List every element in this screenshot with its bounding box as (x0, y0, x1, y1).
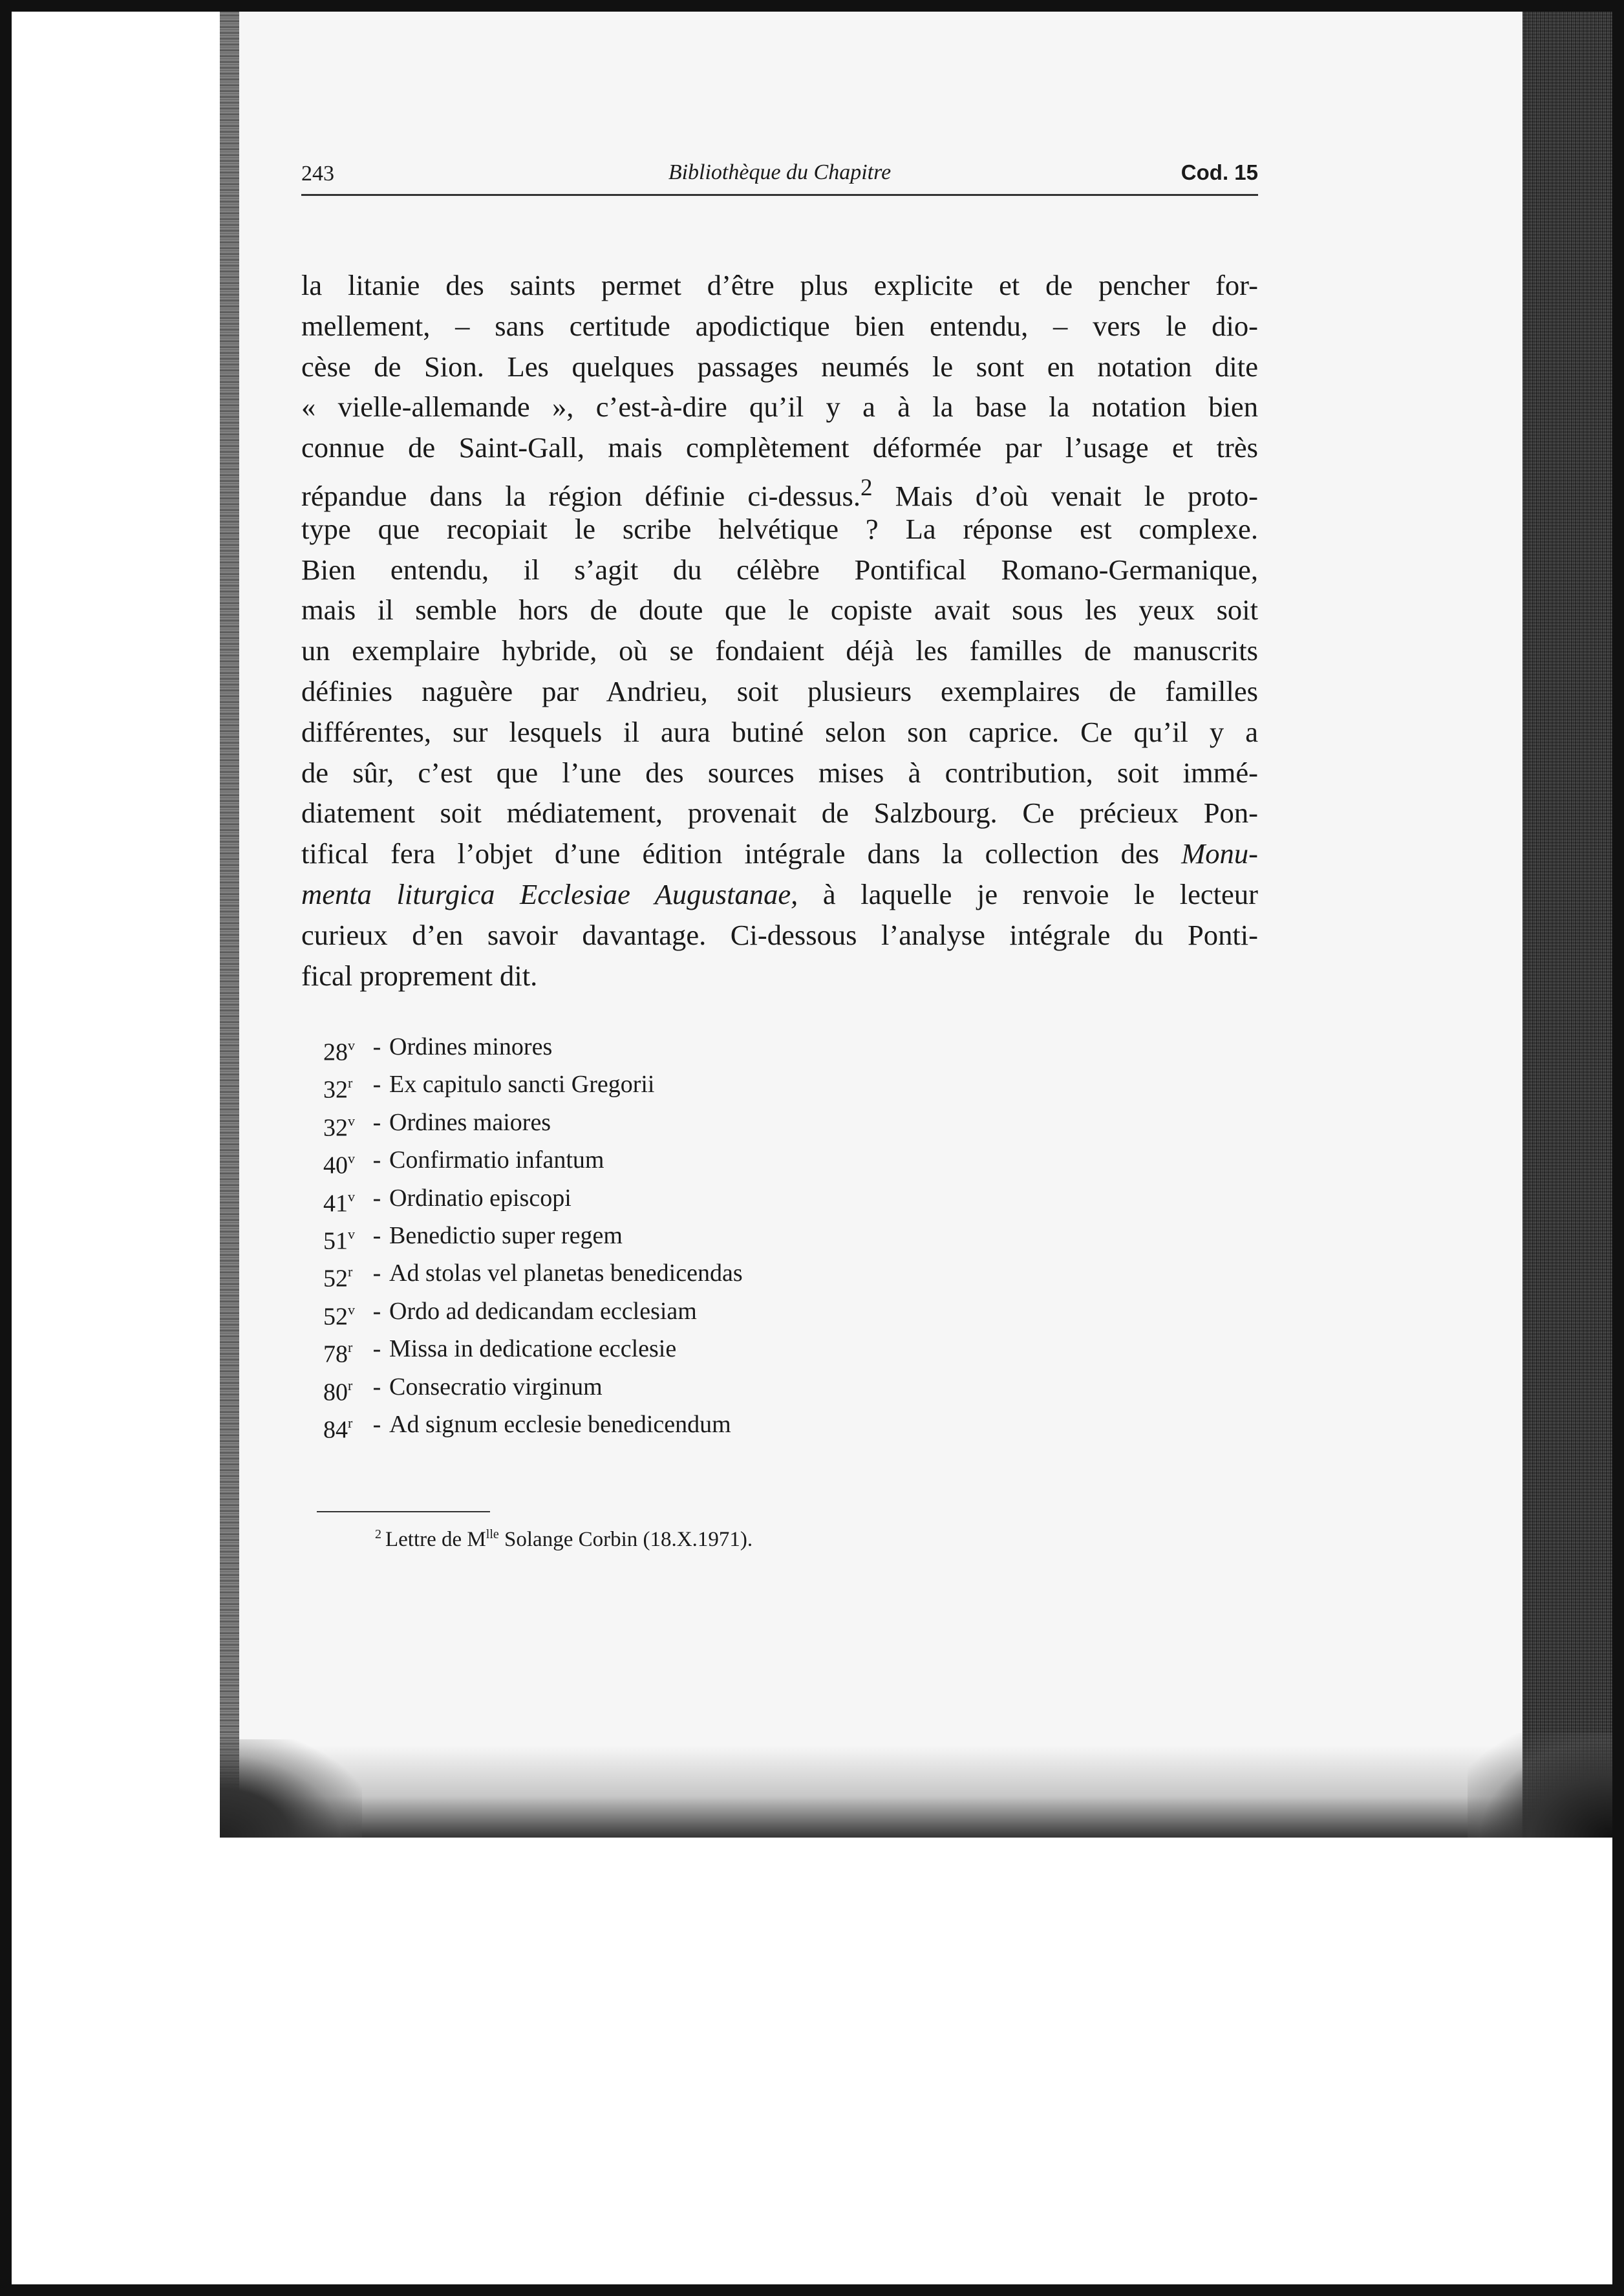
scan-corner-shadow-right (1468, 1733, 1612, 1838)
contents-title: Ordines minores (389, 1033, 553, 1060)
body-line: type que recopiait le scribe helvétique ? La réponse est complexe. (301, 512, 1258, 545)
folio-number: 84$^r$ (323, 1414, 353, 1444)
body-line: curieux d’en savoir davantage. Ci-dessous l’analyse intégrale du Ponti- (301, 918, 1258, 951)
footnote (375, 1527, 753, 1552)
body-line-text: à laquelle je renvoie le lecteur (798, 877, 1259, 910)
contents-title: Ordinatio episcopi (389, 1184, 572, 1212)
body-line: mellement, – sans certitude apodictique bien entendu, – vers le dio- (301, 309, 1258, 342)
scan-corner-shadow-left (220, 1739, 362, 1838)
contents-title: Ordines maiores (389, 1108, 551, 1136)
separator-dash: - (372, 1184, 381, 1212)
running-title: Bibliothèque du Chapitre (668, 160, 892, 184)
body-line: cèse de Sion. Les quelques passages neumés le sont en notation dite (301, 350, 1258, 383)
contents-entry (323, 1141, 1034, 1179)
contents-entry (323, 1179, 1034, 1217)
scan-bottom-shadow (220, 1746, 1612, 1838)
body-line: définies naguère par Andrieu, soit plusieurs exemplaires de familles (301, 674, 1258, 707)
contents-entry (323, 1028, 1034, 1066)
contents-entry (323, 1066, 1034, 1103)
folio-side: v (348, 1112, 355, 1129)
footnote-marker: 2 (375, 1527, 381, 1541)
body-line: connue de Saint-Gall, mais complètement déformée par l’usage et très (301, 431, 1258, 464)
folio-number: 32$^r$ (323, 1075, 353, 1104)
folio-side: r (348, 1075, 353, 1091)
folio-side: v (348, 1301, 355, 1318)
contents-title: Ad stolas vel planetas benedicendas (389, 1260, 743, 1287)
body-line-text: tifical fera l’objet d’une édition intégrale dans la collection des (301, 837, 1182, 870)
separator-dash: - (372, 1373, 381, 1400)
body-line: diatement soit médiatement, provenait de Salzbourg. Ce précieux Pon- (301, 797, 1258, 830)
body-line: mais il semble hors de doute que le copiste avait sous les yeux soit (301, 594, 1258, 627)
contents-entry (323, 1330, 1034, 1368)
footnote-divider (317, 1511, 490, 1512)
contents-entry (323, 1368, 1034, 1406)
contents-entry (323, 1293, 1034, 1330)
contents-entry (323, 1217, 1034, 1254)
footnote-reference: 2 (860, 474, 873, 501)
folio-number: 28$^v$ (323, 1037, 355, 1066)
scan-right-shadow (1522, 12, 1612, 1838)
series-title-italic: menta liturgica Ecclesiae Augustanae, (301, 877, 798, 910)
contents-title: Confirmatio infantum (389, 1146, 604, 1174)
body-line: « vielle-allemande », c’est-à-dire qu’il y a à la base la notation bien (301, 391, 1258, 424)
separator-dash: - (372, 1297, 381, 1325)
separator-dash: - (372, 1410, 381, 1438)
body-line: de sûr, c’est que l’une des sources mises à contribution, soit immé- (301, 756, 1258, 789)
folio-number: 80$^r$ (323, 1377, 353, 1406)
separator-dash: - (372, 1335, 381, 1363)
footnote-text: Solange Corbin (18.X.1971). (498, 1528, 753, 1551)
folio-side: r (348, 1414, 353, 1431)
contents-entry (323, 1254, 1034, 1292)
folio-side: r (348, 1263, 353, 1280)
folio-side: v (348, 1225, 355, 1242)
separator-dash: - (372, 1146, 381, 1174)
contents-entry (323, 1104, 1034, 1141)
body-line: fical proprement dit. (301, 959, 538, 992)
contents-title: Missa in dedicatione ecclesie (389, 1335, 677, 1363)
body-line (301, 833, 1258, 874)
separator-dash: - (372, 1221, 381, 1249)
running-header (301, 155, 1258, 196)
body-line: un exemplaire hybride, où se fondaient déjà les familles de manuscrits (301, 634, 1258, 667)
contents-list (323, 1028, 1034, 1443)
folio-side: r (348, 1377, 353, 1393)
contents-title: Benedictio super regem (389, 1221, 623, 1249)
body-line-text: Mais d’où venait le proto- (872, 479, 1258, 512)
separator-dash: - (372, 1108, 381, 1136)
folio-side: v (348, 1150, 355, 1167)
scan-left-edge (220, 12, 239, 1838)
folio-number: 52$^r$ (323, 1263, 353, 1293)
body-line (301, 874, 1258, 915)
contents-title: Ad signum ecclesie benedicendum (389, 1410, 731, 1438)
folio-side: v (348, 1037, 355, 1053)
separator-dash: - (372, 1260, 381, 1287)
footnote-text: Lettre de M (385, 1528, 486, 1551)
page-number: 243 (301, 162, 334, 186)
folio-number: 52$^v$ (323, 1301, 355, 1331)
folio-side: r (348, 1339, 353, 1356)
contents-title: Ordo ad dedicandam ecclesiam (389, 1297, 697, 1325)
separator-dash: - (372, 1033, 381, 1060)
separator-dash: - (372, 1071, 381, 1099)
body-line (301, 468, 1258, 512)
codex-reference: Cod. 15 (1181, 160, 1258, 184)
folio-number: 40$^v$ (323, 1150, 355, 1179)
series-title-italic: Monu- (1181, 837, 1258, 870)
contents-title: Consecratio virginum (389, 1373, 603, 1400)
folio-side: v (348, 1188, 355, 1205)
folio-number: 78$^r$ (323, 1339, 353, 1368)
body-line: différentes, sur lesquels il aura butiné selon son caprice. Ce qu’il y a (301, 715, 1258, 748)
contents-title: Ex capitulo sancti Gregorii (389, 1071, 655, 1099)
body-line: la litanie des saints permet d’être plus explicite et de pencher for- (301, 269, 1258, 301)
folio-number: 51$^v$ (323, 1225, 355, 1255)
folio-number: 41$^v$ (323, 1188, 355, 1218)
body-line: Bien entendu, il s’agit du célèbre Pontifical Romano-Germanique, (301, 553, 1258, 586)
folio-number: 32$^v$ (323, 1112, 355, 1142)
footnote-superscript: lle (486, 1527, 499, 1541)
body-line-text: répandue dans la région définie ci-dessus. (301, 479, 861, 512)
body-paragraph (301, 265, 1258, 996)
contents-entry (323, 1406, 1034, 1443)
